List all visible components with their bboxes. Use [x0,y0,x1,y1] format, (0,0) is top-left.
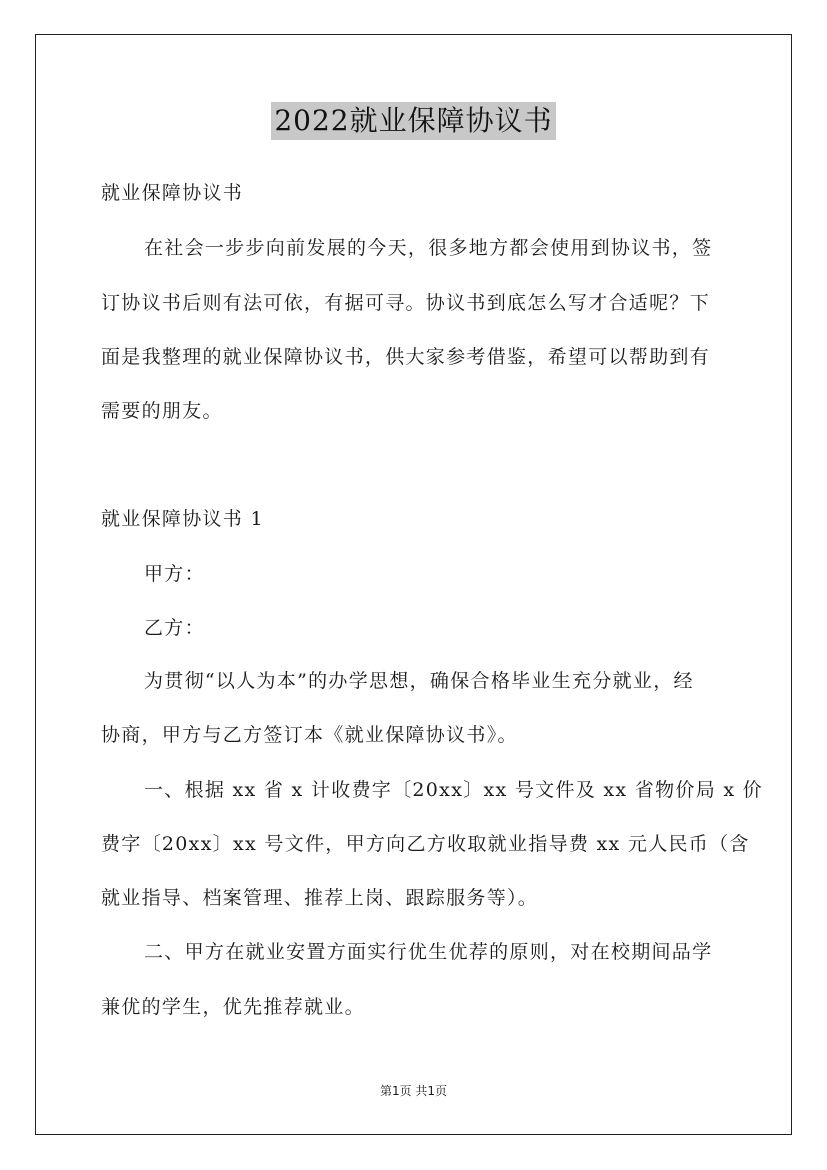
page-number: 第1页 共1页 [379,1084,448,1098]
party-b-label: 乙方： [144,617,205,639]
agreement-heading: 就业保障协议书 1 [101,508,264,530]
paragraph-line: 订协议书后则有法可依，有据可寻。协议书到底怎么写才合适呢？下 [101,292,711,314]
paragraph-line: 为贯彻“以人为本”的办学思想，确保合格毕业生充分就业，经 [144,670,694,692]
document-title: 2022就业保障协议书 [271,102,555,140]
paragraph-line: 协商，甲方与乙方签订本《就业保障协议书》。 [101,724,518,746]
paragraph-line: 需要的朋友。 [101,400,223,422]
clause-line: 兼优的学生，优先推荐就业。 [101,996,365,1018]
clause-line: 二、甲方在就业安置方面实行优生优荐的原则，对在校期间品学 [144,941,713,963]
clause-line: 费字〔20xx〕xx 号文件，甲方向乙方收取就业指导费 xx 元人民币（含 [101,833,750,855]
paragraph-line: 面是我整理的就业保障协议书，供大家参考借鉴，希望可以帮助到有 [101,346,711,368]
paragraph-line: 在社会一步步向前发展的今天，很多地方都会使用到协议书，签 [144,237,713,259]
clause-line: 就业指导、档案管理、推荐上岗、跟踪服务等）。 [101,887,539,909]
section-heading: 就业保障协议书 [101,182,244,204]
clause-line: 一、根据 xx 省 x 计收费字〔20xx〕xx 号文件及 xx 省物价局 x 价 [144,779,763,801]
party-a-label: 甲方： [144,563,205,585]
title-container [0,102,827,140]
